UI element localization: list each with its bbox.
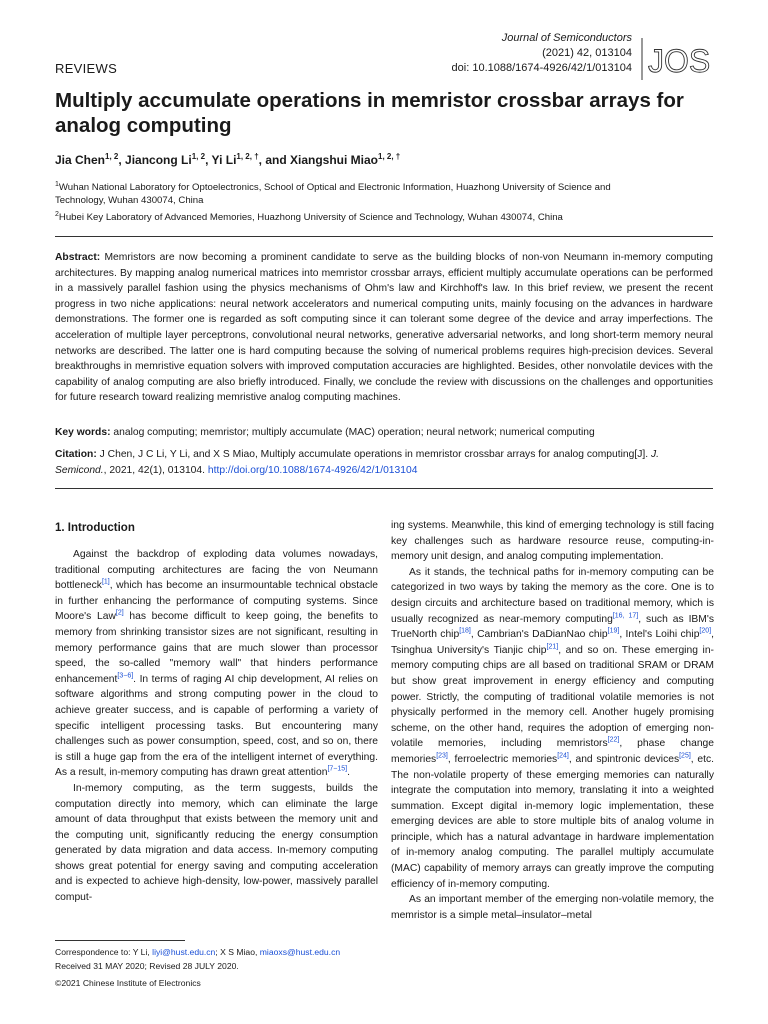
citation-ref[interactable]: [16, 17] <box>612 612 639 620</box>
citation-ref[interactable]: [22] <box>607 736 620 744</box>
paragraph: In-memory computing, as the term suggests, builds the computation directly into memory, which can eliminate the large amount of data throughput that exists between the memory unit and the computing unit, significantly reducing the energy consumption generated by data migration and data access. In-memory computing shows great potential for energy saving and computing acceleration and is expected to achieve high-density, low-power, massively parallel comput- <box>55 782 378 904</box>
affiliation-1 <box>55 178 645 207</box>
citation-link[interactable]: http://doi.org/10.1088/1674-4926/42/1/013104 <box>207 464 418 476</box>
citation-label: Citation: <box>55 449 97 460</box>
paragraph-text: Against the backdrop of exploding data volumes nowadays, traditional computing architectures are facing the von Neumann bottleneck <box>55 549 378 592</box>
affiliation-text: Hubei Key Laboratory of Advanced Memories, Huazhong University of Science and Technology, Wuhan 430074, China <box>58 212 563 224</box>
paragraph-text: , and so on. These emerging in-memory computing chips are all based on traditional SRAM or DRAM but show great improvement in energy efficiency and computing power. Strictly, the computing of traditional volatile memories is not physically performed in the memory cell. Another hugely promising scheme, on the other hand, requires the adoption of emerging non-volatile memories, including memristors <box>391 644 714 750</box>
citation-ref[interactable]: [2] <box>115 609 124 617</box>
author-affil-mark: 1, 2 <box>105 152 119 161</box>
citation-ref[interactable]: [23] <box>436 752 448 760</box>
jos-logo <box>640 36 712 82</box>
abstract-text: Memristors are now becoming a prominent candidate to serve as the building blocks of non-von Neumann in-memory computing architectures. By mapping analog numerical matrices into memristor crossbar arrays, efficient multiply accumulate operations can be performed in a massively parallel fashion using the physics mechanisms of Ohm's law and Kirchhoff's law. In this brief review, we present the recent progress in two niche applications: neural network accelerators and numerical computing units, mainly focusing on the advances in hardware demonstrations. The former one is regarded as soft computing since it can tolerant some degree of the device and array imperfections. The acceleration of multiple layer perceptrons, convolutional neural networks, generative adversarial networks, and long short-term memory neural networks are described. The latter one is hard computing because the solving of numerical problems requires high-precision devices. Several breakthroughs in memristive equation solvers with improved computation accuracies are highlighted. Besides, other nonvolatile devices with the capability of analog computing are also briefly introduced. Finally, we conclude the review with discussions on the challenges and opportunities for future research toward realizing memristive analog computing machines. <box>55 252 713 404</box>
citation-details: , 2021, 42(1), 013104. <box>103 464 205 476</box>
footnote-divider <box>55 940 185 941</box>
journal-volume: (2021) 42, 013104 <box>542 47 632 59</box>
paragraph: As an important member of the emerging non-volatile memory, the memristor is a simple metal–insulator–metal <box>391 894 714 921</box>
citation-ref[interactable]: [24] <box>557 752 569 760</box>
author-name: Yi Li <box>211 153 237 167</box>
citation-journal: J. Semicond. <box>55 449 659 476</box>
paragraph-text: , etc. The non-volatile property of these emerging memories can naturally integrate the computation into memory, translating it into a weighted summation. Except digital in-memory logic implementation, these emerging devices are able to store multiple bits of analog volume in principle, which has a natural advantage in hardware implementation of in-memory analog computing. The parallel multiply accumulate (MAC) capability of memory arrays can greatly improve the computing efficiency of in-memory computing. <box>391 753 714 890</box>
abstract <box>55 250 713 406</box>
citation-ref[interactable]: [19] <box>607 627 620 635</box>
journal-doi[interactable]: doi: 10.1088/1674-4926/42/1/013104 <box>451 62 632 74</box>
affiliation-2 <box>55 208 645 224</box>
author-name: Jia Chen <box>55 153 106 167</box>
footnote-copyright: ©2021 Chinese Institute of Electronics <box>55 978 201 988</box>
author-separator: , and <box>258 153 290 167</box>
paragraph-text: . <box>347 767 350 779</box>
paragraph-text: , Tsinghua University's Tianjic chip <box>391 629 714 656</box>
footnote-received: Received 31 MAY 2020; Revised 28 JULY 2020. <box>55 961 239 971</box>
keywords <box>55 425 713 440</box>
author-separator: , <box>205 153 212 167</box>
citation-ref[interactable]: [21] <box>546 643 559 651</box>
citation-ref[interactable]: [25] <box>679 752 691 760</box>
jos-logo-text: JOS <box>648 43 711 79</box>
divider <box>55 236 713 237</box>
citation-ref[interactable]: [1] <box>101 578 110 586</box>
paragraph-text: . In terms of raging AI chip development, AI relies on software algorithms and strong computing power in the cloud to achieve greater success, and is capable of performing a variety of specific intelligent processing tasks. But encountering many challenges such as power consumption, speed, cost, and so on, there is still a huge gap from the era of the intelligent internet of everything. As a result, in-memory computing has drawn great attention <box>55 673 378 779</box>
affiliation-number: 1 <box>55 181 59 188</box>
affiliation-text: Wuhan National Laboratory for Optoelectronics, School of Optical and Electronic Information, Huazhong University of Science and Technology, Wuhan 430074, China <box>55 182 611 207</box>
paragraph-text: , which has become an insurmountable technical obstacle in further enhancing the performance of computing systems. Since Moore's Law <box>55 580 378 623</box>
paragraph <box>55 547 378 781</box>
journal-info <box>452 31 632 76</box>
paragraph <box>391 565 714 892</box>
author-affil-mark: 1, 2 <box>191 152 206 161</box>
author-separator: , <box>118 153 126 167</box>
citation-ref[interactable]: [3−6] <box>117 672 134 680</box>
email-link[interactable]: miaoxs@hust.edu.cn <box>259 947 341 957</box>
paragraph: ing systems. Meanwhile, this kind of emerging technology is still facing key challenges such as hardware resource reuse, computing-in-memory unit design, and analog computing implementation. <box>391 520 714 563</box>
section-label: REVIEWS <box>55 61 118 76</box>
keywords-label: Key words: <box>55 427 111 438</box>
footnote-text: ; X S Miao, <box>215 947 260 957</box>
paragraph-text: , ferroelectric memories <box>447 753 558 765</box>
left-column <box>55 518 378 906</box>
keywords-text: analog computing; memristor; multiply accumulate (MAC) operation; neural network; numerical computing <box>113 427 595 438</box>
citation-ref[interactable]: [18] <box>459 627 471 635</box>
email-link[interactable]: liyi@hust.edu.cn <box>152 947 216 957</box>
abstract-label: Abstract: <box>55 252 101 263</box>
author-list <box>55 152 400 167</box>
affiliation-number: 2 <box>55 211 59 218</box>
author-name: Jiancong Li <box>125 153 192 167</box>
divider <box>55 488 713 489</box>
citation-text: J Chen, J C Li, Y Li, and X S Miao, Multiply accumulate operations in memristor crossbar arrays for analog computing[J]. <box>99 449 649 460</box>
footnote-text: Correspondence to: Y Li, <box>55 947 153 957</box>
paragraph-text: , Cambrian's DaDianNao chip <box>470 629 608 641</box>
paragraph-text: As it stands, the technical paths for in-memory computing can be categorized in two ways by taking the memory as the core. One is to design circuits and architecture based on traditional memory, which is usually recognized as near-memory computing <box>391 566 714 625</box>
paragraph-text: , Intel's Loihi chip <box>619 629 700 641</box>
author-affil-mark: 1, 2, † <box>236 152 259 161</box>
section-heading-introduction: 1. Introduction <box>55 522 135 534</box>
citation-ref[interactable]: [7−15] <box>327 765 348 773</box>
journal-name: Journal of Semiconductors <box>501 32 632 44</box>
paragraph-text: has become difficult to keep going, the benefits to memory from shrinking transistor sizes are not significant, resulting in memory performance gains that are much slower than processor speed, the so-called "memory wall" that hinders performance enhancement <box>55 611 378 685</box>
author-affil-mark: 1, 2, † <box>378 152 401 161</box>
citation-ref[interactable]: [20] <box>699 627 712 635</box>
paragraph-text: , such as IBM's TrueNorth chip <box>391 613 714 641</box>
paragraph-text: , and spintronic devices <box>568 753 680 765</box>
article-title: Multiply accumulate operations in memristor crossbar arrays for analog computing <box>55 89 684 137</box>
right-column <box>391 518 714 923</box>
paragraph-text: , phase change memories <box>391 738 714 765</box>
citation <box>55 447 713 478</box>
footnote-correspondence <box>55 946 385 958</box>
author-name: Xiangshui Miao <box>290 153 379 167</box>
